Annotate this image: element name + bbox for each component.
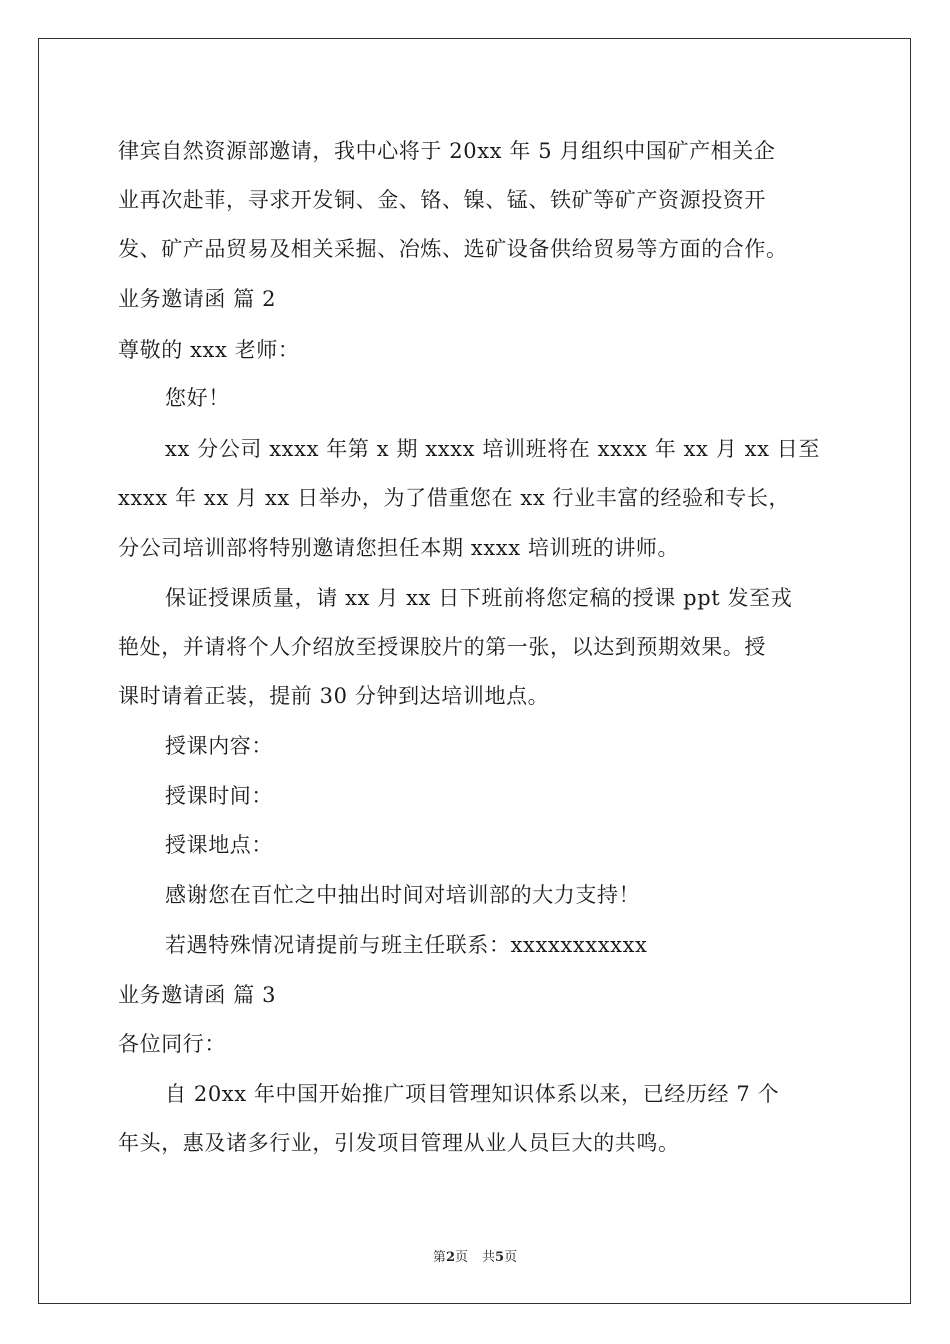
- text-line: xxxx 年 xx 月 xx 日举办，为了借重您在 xx 行业丰富的经验和专长，: [118, 486, 791, 510]
- text-line: 保证授课质量，请 xx 月 xx 日下班前将您定稿的授课 ppt 发至戎: [165, 586, 793, 610]
- total-prefix: 共: [482, 1250, 496, 1265]
- total-pages: 5: [495, 1250, 505, 1265]
- course-time-label: 授课时间：: [165, 784, 273, 808]
- text-line: 课时请着正装，提前 30 分钟到达培训地点。: [118, 684, 550, 708]
- text-line: 分公司培训部将特别邀请您担任本期 xxxx 培训班的讲师。: [118, 536, 680, 560]
- page-footer: [0, 1246, 950, 1265]
- text-line: 自 20xx 年中国开始推广项目管理知识体系以来，已经历经 7 个: [165, 1082, 780, 1106]
- greeting: 您好！: [165, 386, 230, 410]
- text-line: 年头，惠及诸多行业，引发项目管理从业人员巨大的共鸣。: [118, 1131, 680, 1155]
- page-suffix: 页: [454, 1250, 468, 1265]
- text-line: 律宾自然资源部邀请，我中心将于 20xx 年 5 月组织中国矿产相关企: [118, 139, 776, 163]
- section-heading: 业务邀请函 篇 3: [118, 983, 277, 1007]
- salutation: 各位同行：: [118, 1032, 226, 1056]
- salutation: 尊敬的 xxx 老师：: [118, 338, 300, 362]
- page-number: 2: [445, 1250, 455, 1265]
- text-line: 业再次赴菲，寻求开发铜、金、铬、镍、锰、铁矿等矿产资源投资开: [118, 188, 766, 212]
- text-line: 发、矿产品贸易及相关采掘、冶炼、选矿设备供给贸易等方面的合作。: [118, 237, 788, 261]
- course-location-label: 授课地点：: [165, 833, 273, 857]
- text-line: xx 分公司 xxxx 年第 x 期 xxxx 培训班将在 xxxx 年 xx 月 xx 日至: [165, 437, 820, 461]
- page-prefix: 第: [432, 1250, 446, 1265]
- section-heading: 业务邀请函 篇 2: [118, 287, 277, 311]
- course-content-label: 授课内容：: [165, 734, 273, 758]
- contact-line: 若遇特殊情况请提前与班主任联系：xxxxxxxxxxx: [165, 933, 648, 957]
- text-line: 感谢您在百忙之中抽出时间对培训部的大力支持！: [165, 883, 641, 907]
- total-suffix: 页: [504, 1250, 518, 1265]
- text-line: 艳处，并请将个人介绍放至授课胶片的第一张，以达到预期效果。授: [118, 635, 766, 659]
- page-border: [38, 38, 911, 1304]
